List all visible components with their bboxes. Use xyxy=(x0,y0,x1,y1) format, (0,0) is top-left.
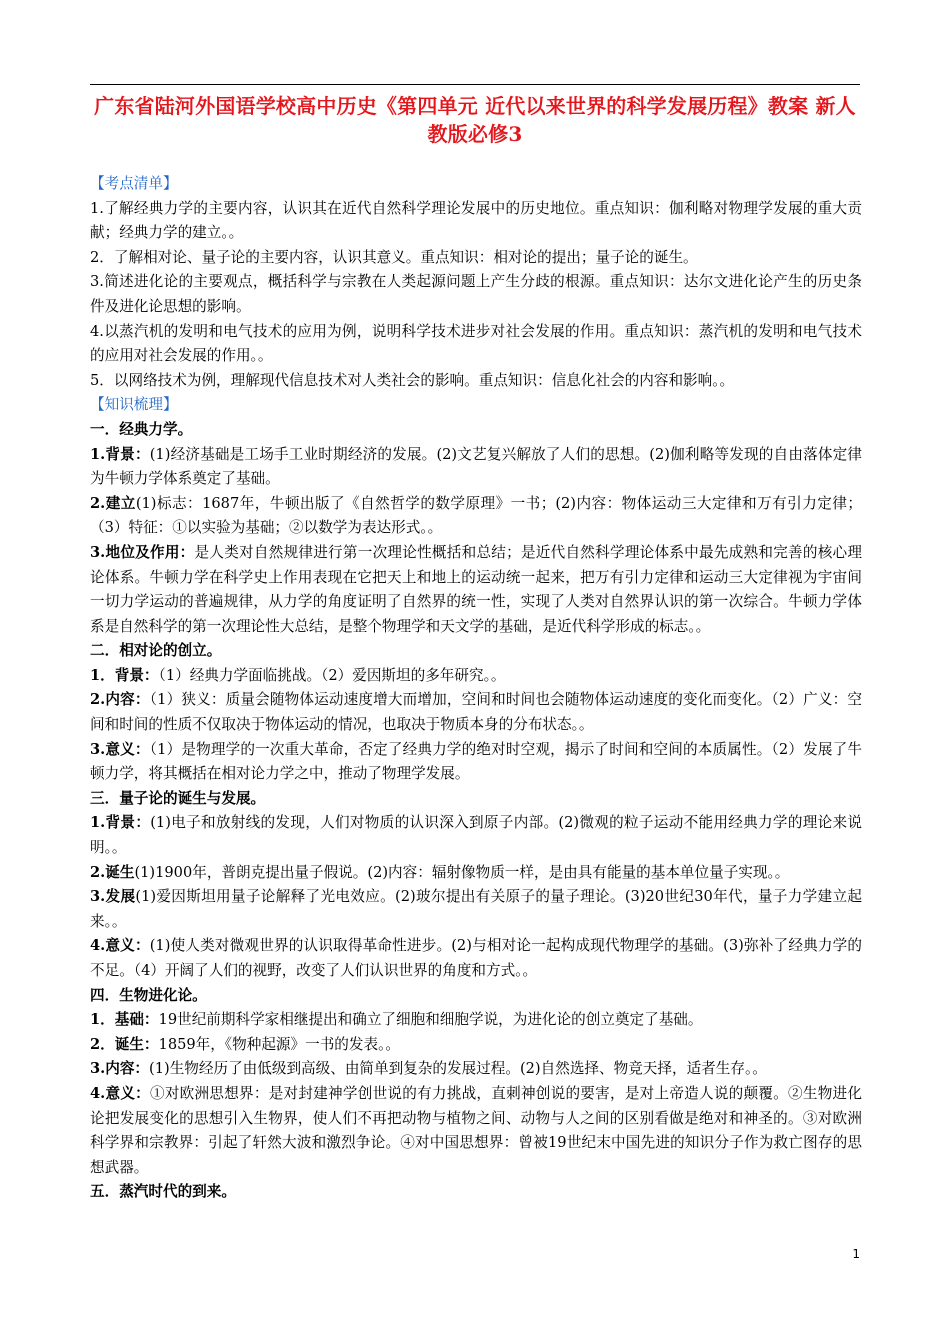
paragraph xyxy=(90,885,862,934)
paragraph xyxy=(90,934,862,983)
paragraph xyxy=(90,1008,862,1033)
paragraph xyxy=(90,1033,862,1058)
paragraph xyxy=(90,443,862,492)
paragraph-label: 3.意义： xyxy=(90,740,150,758)
paragraph-label: 2.建立 xyxy=(90,494,136,512)
paragraph-text: (1)使人类对微观世界的认识取得革命性进步。(2)与相对论一起构成现代物理学的基础。(3)弥补了经典力学的不足。（4）开阔了人们的视野，改变了人们认识世界的角度和方式。。 xyxy=(90,937,862,979)
paragraph xyxy=(90,541,862,639)
paragraph-text: (1)经济基础是工场手工业时期经济的发展。(2)文艺复兴解放了人们的思想。(2)伽利略等发现的自由落体定律为牛顿力学体系奠定了基础。 xyxy=(90,445,862,488)
kaodian-item: 2．了解相对论、量子论的主要内容，认识其意义。重点知识：相对论的提出；量子论的诞生。 xyxy=(90,248,698,266)
paragraph xyxy=(90,1082,862,1180)
document-title: 广东省陆河外国语学校高中历史《第四单元 近代以来世界的科学发展历程》教案 新人教版必修3 xyxy=(94,94,856,146)
section-title-1: 一．经典力学。 xyxy=(90,420,193,438)
kaodian-item: 5．以网络技术为例，理解现代信息技术对人类社会的影响。重点知识：信息化社会的内容和影响。。 xyxy=(90,371,735,389)
zhishi-heading: 【知识梳理】 xyxy=(90,396,178,414)
paragraph xyxy=(90,664,862,689)
paragraph-text: (1)生物经历了由低级到高级、由简单到复杂的发展过程。(2)自然选择、物竞天择，适者生存。。 xyxy=(149,1060,767,1078)
paragraph-text: 19世纪前期科学家相继提出和确立了细胞和细胞学说，为进化论的创立奠定了基础。 xyxy=(158,1011,703,1029)
kaodian-item: 4.以蒸汽机的发明和电气技术的应用为例，说明科学技术进步对社会发展的作用。重点知识：蒸汽机的发明和电气技术的应用对社会发展的作用。。 xyxy=(90,322,862,365)
paragraph xyxy=(90,811,862,860)
paragraph-label: 1．基础： xyxy=(90,1011,159,1029)
section-title-4: 四．生物进化论。 xyxy=(90,986,207,1004)
paragraph-label: 1．背景： xyxy=(90,666,159,684)
paragraph-label: 2.诞生 xyxy=(90,863,135,881)
paragraph-text: （1）是物理学的一次重大革命，否定了经典力学的绝对时空观，揭示了时间和空间的本质属性。（2）发展了牛顿力学，将其概括在相对论力学之中，推动了物理学发展。 xyxy=(90,740,862,783)
section-title-5: 五．蒸汽时代的到来。 xyxy=(90,1183,236,1201)
paragraph xyxy=(90,861,862,886)
paragraph xyxy=(90,738,862,787)
paragraph-text: （1）狭义：质量会随物体运动速度增大而增加，空间和时间也会随物体运动速度的变化而变化。（2）广义：空间和时间的性质不仅取决于物体运动的情况，也取决于物质本身的分布状态。。 xyxy=(90,691,862,734)
paragraph-text: (1)爱因斯坦用量子论解释了光电效应。(2)玻尔提出有关原子的量子理论。(3)20世纪30年代，量子力学建立起来。。 xyxy=(90,888,862,930)
paragraph-label: 1.背景： xyxy=(90,445,150,463)
paragraph-label: 4.意义： xyxy=(90,1084,150,1102)
paragraph-text: (1)电子和放射线的发现，人们对物质的认识深入到原子内部。(2)微观的粒子运动不能用经典力学的理论来说明。。 xyxy=(90,814,862,857)
kaodian-item: 3.简述进化论的主要观点，概括科学与宗教在人类起源问题上产生分歧的根源。重点知识：达尔文进化论产生的历史条件及进化论思想的影响。 xyxy=(90,273,862,315)
paragraph-label: 1.背景： xyxy=(90,814,151,832)
paragraph-text: ①对欧洲思想界：是对封建神学创世说的有力挑战，直刺神创说的要害，是对上帝造人说的颠覆。②生物进化论把发展变化的思想引入生物界，使人们不再把动物与植物之间、动物与人之间的区别看做是绝对和神圣的。③对欧洲科学界和宗教界：引起了轩然大波和激烈争论。④对中国思想界：曾被19世纪末中国先进的知识分子作为救亡图存的思想武器。 xyxy=(90,1084,862,1176)
paragraph-text: (1)1900年，普朗克提出量子假说。(2)内容：辐射像物质一样，是由具有能量的基本单位量子实现。。 xyxy=(134,863,790,881)
paragraph-text: (1)标志：1687年，牛顿出版了《自然哲学的数学原理》一书；(2)内容：物体运动三大定律和万有引力定律；（3）特征：①以实验为基础；②以数学为表达形式。。 xyxy=(90,494,862,537)
paragraph-label: 3.内容： xyxy=(90,1060,150,1078)
paragraph xyxy=(90,492,862,541)
paragraph-label: 3.地位及作用： xyxy=(90,543,195,561)
paragraph xyxy=(90,1057,862,1082)
paragraph-text: （1）经典力学面临挑战。（2）爱因斯坦的多年研究。。 xyxy=(158,666,506,684)
section-title-2: 二．相对论的创立。 xyxy=(90,642,222,660)
paragraph-label: 2.内容： xyxy=(90,691,150,709)
paragraph-text: 1859年，《物种起源》一书的发表。。 xyxy=(158,1035,400,1053)
page-number: 1 xyxy=(852,1247,860,1261)
paragraph-label: 3.发展 xyxy=(90,888,136,906)
section-title-3: 三．量子论的诞生与发展。 xyxy=(90,789,266,807)
paragraph xyxy=(90,688,862,737)
kaodian-item: 1.了解经典力学的主要内容，认识其在近代自然科学理论发展中的历史地位。重点知识：伽利略对物理学发展的重大贡献；经典力学的建立。。 xyxy=(90,199,862,242)
header-rule xyxy=(90,84,860,85)
paragraph-label: 2．诞生： xyxy=(90,1035,159,1053)
kaodian-heading: 【考点清单】 xyxy=(90,175,178,192)
document-body xyxy=(90,172,862,1205)
paragraph-text: 是人类对自然规律进行第一次理论性概括和总结；是近代自然科学理论体系中最先成熟和完善的核心理论体系。牛顿力学在科学史上作用表现在它把天上和地上的运动统一起来，把万有引力定律和运动三大定律视为宇宙间一切力学运动的普遍规律，从力学的角度证明了自然界的统一性，实现了人类对自然界认识的第一次综合。牛顿力学体系是自然科学的第一次理论性大总结，是整个物理学和天文学的基础，是近代科学形成的标志。。 xyxy=(90,543,862,635)
paragraph-label: 4.意义： xyxy=(90,937,150,955)
